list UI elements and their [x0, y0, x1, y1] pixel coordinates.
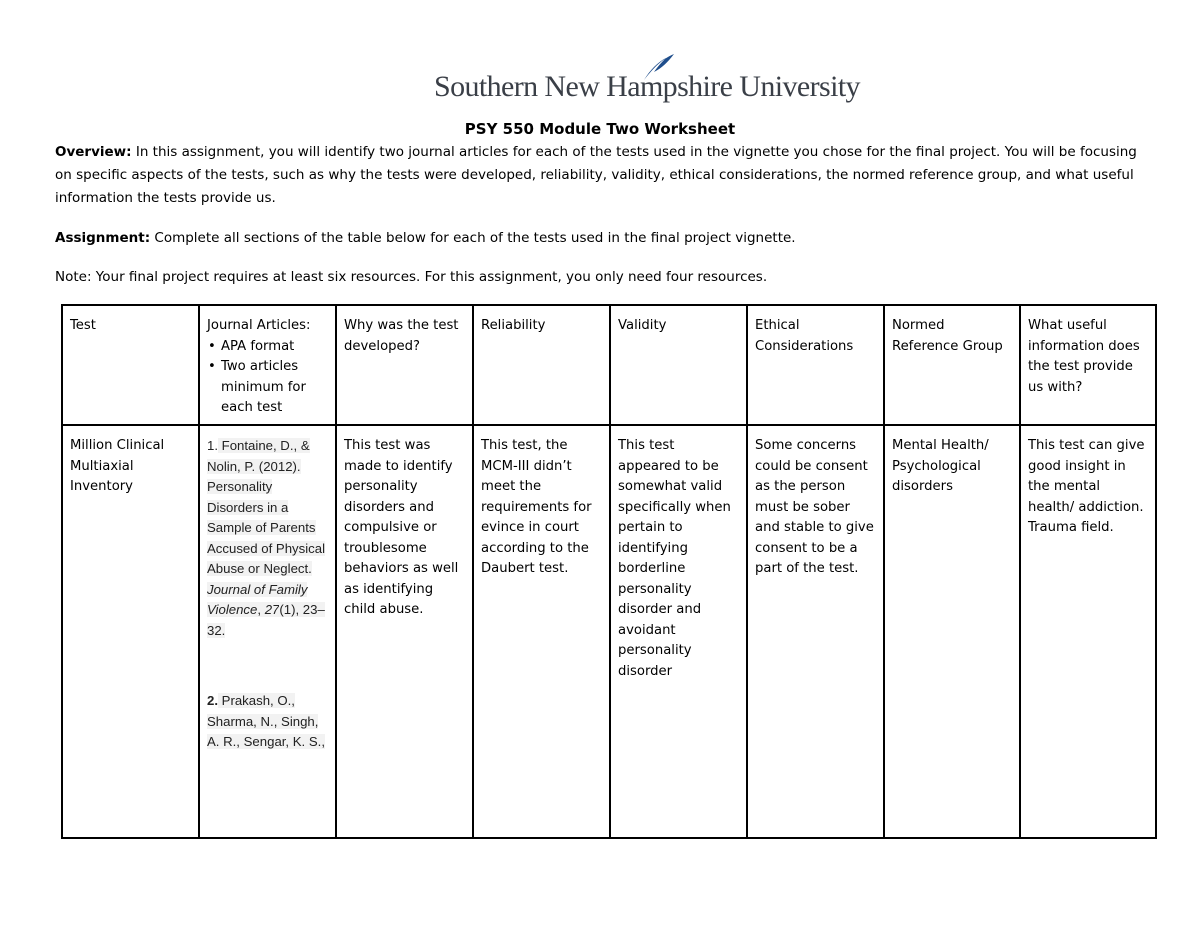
journal-requirements-list — [207, 337, 328, 419]
reference-2 — [207, 691, 328, 753]
cell-normed: Mental Health/ Psychological disorders — [884, 425, 1020, 838]
reference-pages: (1), 23–32. — [207, 602, 325, 638]
table-header-row — [62, 305, 1156, 425]
reference-1 — [207, 436, 328, 641]
reference-number: 2. — [207, 693, 218, 708]
university-logo — [434, 52, 860, 108]
header-validity: Validity — [610, 305, 747, 425]
header-useful-info: What useful information does the test provide us with? — [1020, 305, 1156, 425]
assignment-label: Assignment: — [55, 230, 151, 246]
cell-journal-articles — [199, 425, 336, 838]
cell-why-developed: This test was made to identify personality disorders and compulsive or troublesome behaviors as well as identifying child abuse. — [336, 425, 473, 838]
worksheet-table — [61, 304, 1157, 839]
quill-icon — [642, 52, 676, 82]
cell-test-name: Million Clinical Multiaxial Inventory — [62, 425, 199, 838]
overview-paragraph — [55, 141, 1145, 210]
reference-journal: Journal of Family Violence — [207, 581, 308, 617]
reference-sep: , — [257, 602, 265, 617]
header-journal-articles — [199, 305, 336, 425]
note-paragraph: Note: Your final project requires at least six resources. For this assignment, you only need four resources. — [55, 269, 768, 285]
logo-wordmark: Southern New Hampshire University — [434, 70, 860, 103]
cell-validity: This test appeared to be somewhat valid specifically when pertain to identifying borderline personality disorder and avoidant personality disorder — [610, 425, 747, 838]
cell-reliability: This test, the MCM-III didn’t meet the requirements for evince in court according to the Daubert test. — [473, 425, 610, 838]
header-why-developed: Why was the test developed? — [336, 305, 473, 425]
reference-number: 1. — [207, 438, 218, 453]
cell-ethical: Some concerns could be consent as the person must be sober and stable to give consent to be a part of the test. — [747, 425, 884, 838]
reference-authors: Fontaine, D., & Nolin, P. (2012). Personality Disorders in a Sample of Parents Accused of Physical Abuse or Neglect. — [207, 438, 326, 576]
header-journal-label: Journal Articles: — [207, 318, 311, 333]
header-reliability: Reliability — [473, 305, 610, 425]
overview-label: Overview: — [55, 144, 132, 160]
reference-volume: 27 — [264, 602, 280, 617]
overview-text: In this assignment, you will identify two journal articles for each of the tests used in the vignette you chose for the final project. You will be focusing on specific aspects of the tests, such as why the tests were developed, reliability, validity, ethical considerations, the normed reference group, and what useful information the tests provide us. — [55, 144, 1137, 206]
header-ethical: Ethical Considerations — [747, 305, 884, 425]
cell-useful-info: This test can give good insight in the mental health/ addiction. Trauma field. — [1020, 425, 1156, 838]
list-item: • Two articles minimum for each test — [221, 357, 328, 419]
header-test: Test — [62, 305, 199, 425]
assignment-text: Complete all sections of the table below for each of the tests used in the final project vignette. — [150, 230, 796, 246]
worksheet-title: PSY 550 Module Two Worksheet — [464, 120, 736, 138]
assignment-paragraph — [55, 227, 1145, 250]
header-normed: Normed Reference Group — [884, 305, 1020, 425]
reference-text: Prakash, O., Sharma, N., Singh, A. R., Sengar, K. S., — [207, 693, 326, 749]
list-item: • APA format — [221, 337, 328, 358]
table-row — [62, 425, 1156, 838]
